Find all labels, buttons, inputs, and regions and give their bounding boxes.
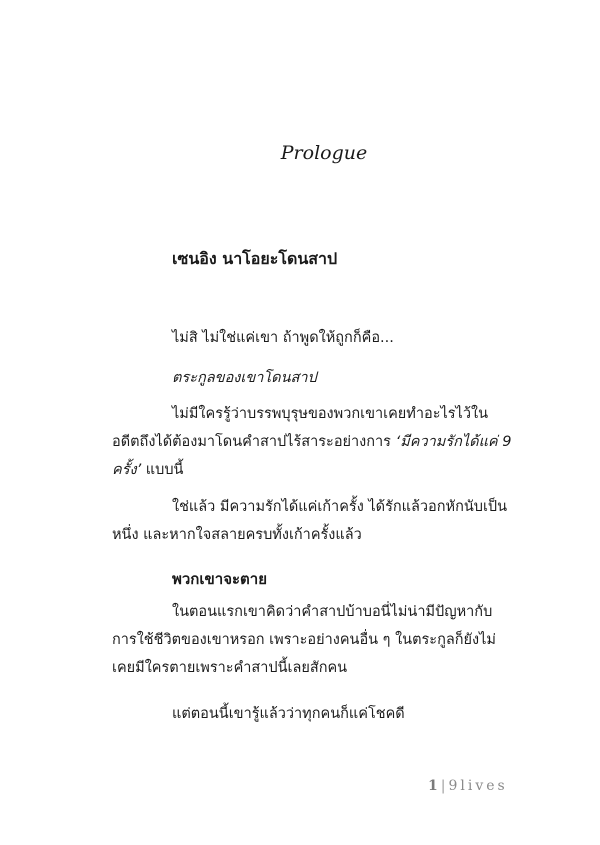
paragraph-1: ไม่สิ ไม่ใช่แค่เขา ถ้าพูดให้ถูกก็คือ... [172,330,394,346]
book-title: 9lives [448,778,508,794]
paragraph-5-bold: พวกเขาจะตาย [172,570,267,588]
footer-separator: | [440,778,449,794]
paragraph-3-quote: ‘มีความรักได้แค่ 9 ครั้ง’ [112,434,512,478]
paragraph-2: ตระกูลของเขาโดนสาป [172,370,317,386]
paragraph-3 [112,400,512,484]
paragraph-3-text: ไม่มีใครรู้ว่าบรรพบุรุษของพวกเขาเคยทำอะไรไว้ใน อดีตถึงได้ต้องมาโดนคำสาปไร้สาระอย่างการ [112,406,488,450]
chapter-heading: เซนอิง นาโอยะโดนสาป [172,249,338,268]
page-footer [428,778,508,794]
paragraph-7: แต่ตอนนี้เขารู้แล้วว่าทุกคนก็แค่โชคดี [172,706,405,722]
paragraph-3-end: แบบนี้ [141,462,184,478]
page-number: 1 [428,778,441,794]
paragraph-6: ในตอนแรกเขาคิดว่าคำสาปบ้าบอนี่ไม่น่ามีปัญหากับ การใช้ชีวิตของเขาหรอก เพราะอย่างคนอื่น ๆ ในตระกูลก็ยังไม่ เคยมีใครตายเพราะคำสาปนี้เลยสักคน [112,604,496,676]
paragraph-4: ใช่แล้ว มีความรักได้แค่เก้าครั้ง ได้รักแล้วอกหักนับเป็น หนึ่ง และหากใจสลายครบทั้งเก้าครั้งแล้ว [112,499,508,543]
page-title: Prologue [280,142,368,164]
